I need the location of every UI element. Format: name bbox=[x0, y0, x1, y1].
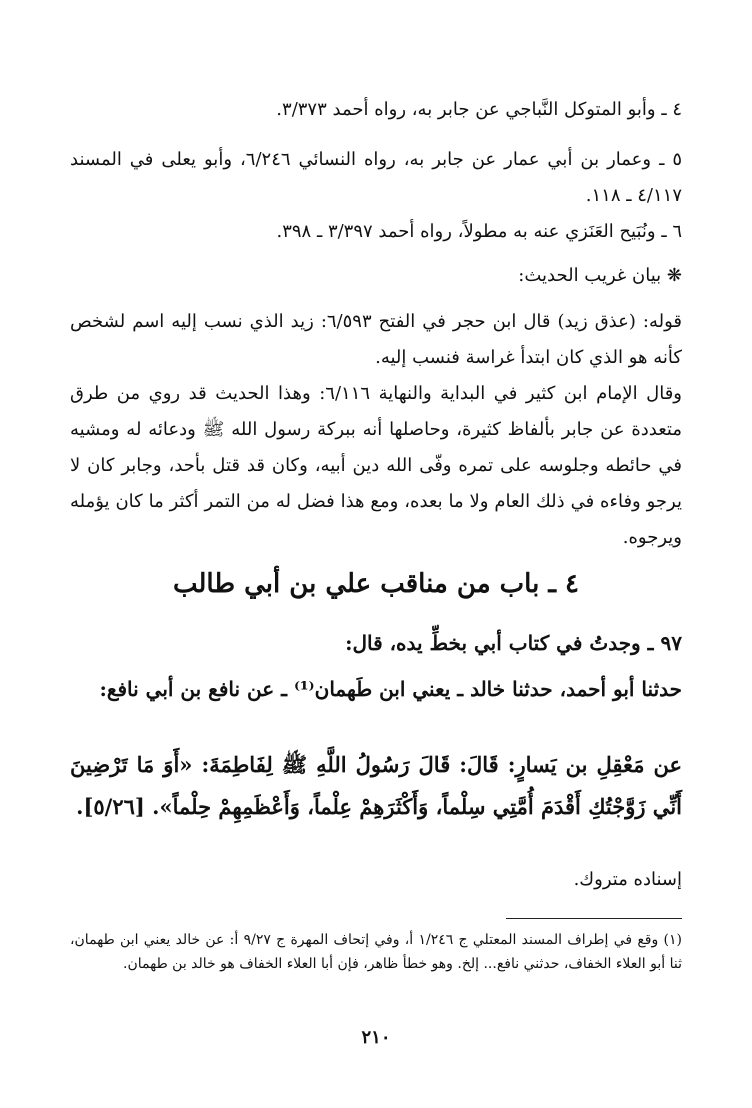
narrator-line-4: ٤ ـ وأبو المتوكل النَّباجي عن جابر به، رواه أحمد ٣/٣٧٣. bbox=[276, 99, 682, 120]
hadith-intro: ٩٧ ـ وجدتُ في كتاب أبي بخطِّ يده، قال: bbox=[345, 631, 682, 655]
isnad-grading: إسناده متروك. bbox=[573, 869, 682, 890]
footnote-divider bbox=[506, 918, 682, 919]
footnote: (١) وقع في إطراف المسند المعتلي ج ١/٢٤٦ أ، وفي إتحاف المهرة ج ٩/٢٧ أ: عن خالد يعني ابن طهمان، ثنا أبو العلاء الخفاف، حدثني نافع... إلخ. وهو خطأ ظاهر، فإن أبا العلاء الخفاف هو خالد بن طهمان. bbox=[70, 932, 682, 972]
gharib-heading: ❋ بيان غريب الحديث: bbox=[518, 265, 682, 286]
narrator-line-6: ٦ ـ ونُبَيح العَنَزي عنه به مطولاً، رواه أحمد ٣/٣٩٧ ـ ٣٩٨. bbox=[276, 221, 682, 242]
paragraph-ibn-kathir: وقال الإمام ابن كثير في البداية والنهاية ٦/١١٦: وهذا الحديث قد روي من طرق متعددة عن جابر بألفاظ كثيرة، وحاصلها أنه ببركة رسول الله ﷺ ودعائه له ومشيه في حائطه وجلوسه على تمره وفّى الله دين أبيه، وكان قد قتل بأحد، وجابر كان لا يرجو وفاءه في ذلك العام ولا ما بعده، ومع هذا فضل له من التمر أكثر ما كان يؤمله ويرجوه. bbox=[70, 383, 683, 548]
hadith-isnad: حدثنا أبو أحمد، حدثنا خالد ـ يعني ابن طَهمان⁽¹⁾ ـ عن نافع بن أبي نافع: bbox=[99, 677, 682, 701]
paragraph-ibn-hajar: قوله: (عذق زيد) قال ابن حجر في الفتح ٦/٥٩٣: زيد الذي نسب إليه اسم لشخص كأنه هو الذي كان ابتدأ غراسة فنسب إليه. bbox=[70, 311, 682, 368]
page-number: ٢١٠ bbox=[361, 1027, 391, 1048]
narrator-line-5: ٥ ـ وعمار بن أبي عمار عن جابر به، رواه النسائي ٦/٢٤٦، وأبو يعلى في المسند ٤/١١٧ ـ ١١٨. bbox=[70, 149, 682, 206]
hadith-matn: عن مَعْقِلِ بن يَسارٍ: قَالَ: قَالَ رَسُولُ اللَّهِ ﷺ لِفَاطِمَةَ: «أَوَ مَا تَرْضِينَ أَنِّي زَوَّجْتُكِ أَقْدَمَ أُمَّتِي سِلْماً، وَأَكْثَرَهِمْ عِلْماً، وَأَعْظَمِهِمْ حِلْماً». [٥/٢٦]. bbox=[70, 752, 682, 819]
chapter-heading: ٤ ـ باب من مناقب علي بن أبي طالب bbox=[172, 569, 580, 599]
